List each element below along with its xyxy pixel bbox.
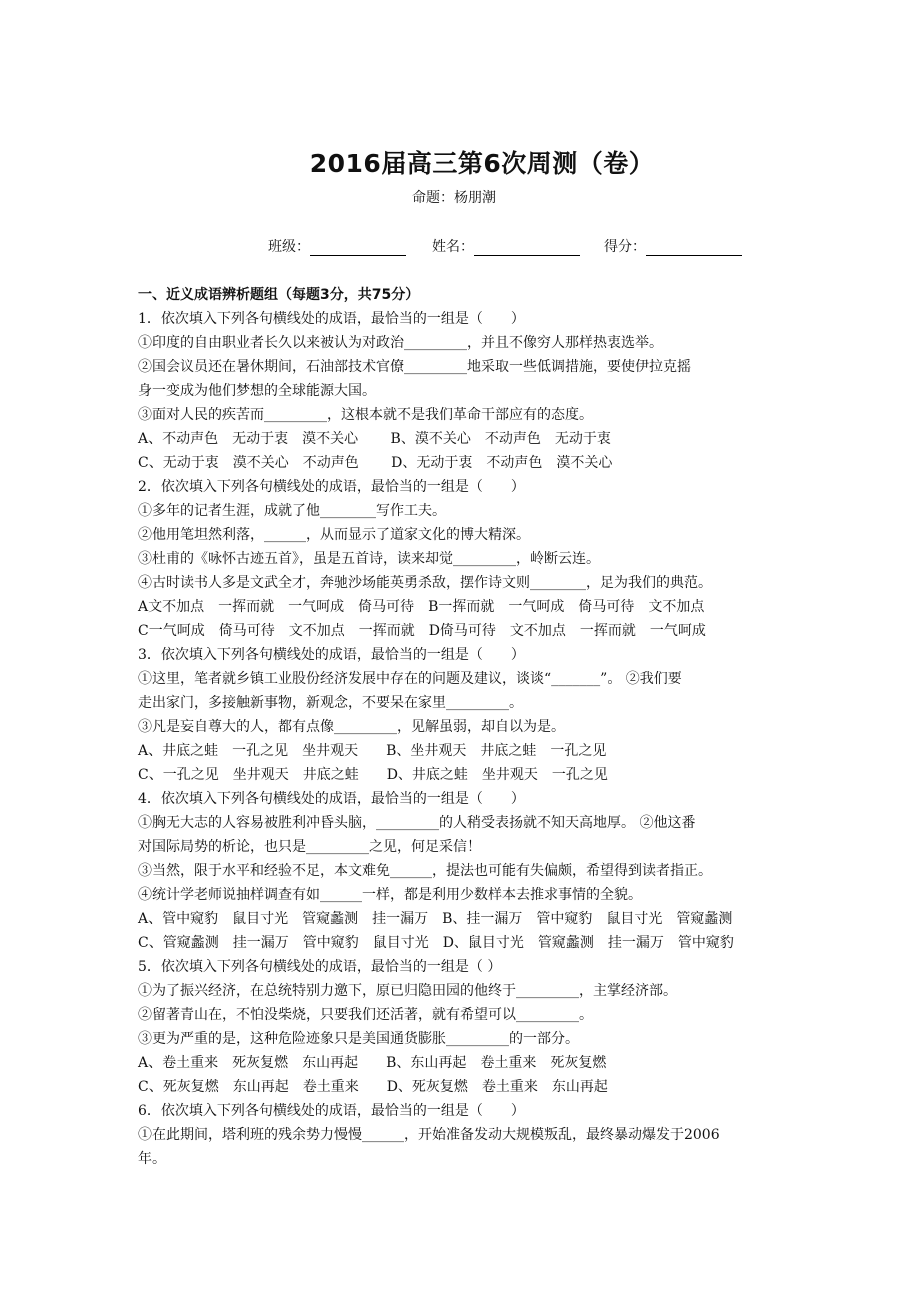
question-line: 年。 <box>138 1151 166 1167</box>
exam-title: 2016届高三第6次周测（卷） <box>309 149 655 178</box>
option-line: C一气呵成 倚马可待 文不加点 一挥而就 D倚马可待 文不加点 一挥而就 一气呵成 <box>138 623 706 639</box>
question-line: 走出家门，多接触新事物，新观念，不要呆在家里_________。 <box>138 695 523 711</box>
option-line: A、管中窥豹 鼠目寸光 管窥蠡测 挂一漏万 B、挂一漏万 管中窥豹 鼠目寸光 管窥蠡测 <box>138 911 733 927</box>
name-label: 姓名： <box>432 239 474 255</box>
question-line: ②他用笔坦然利落，______，从而显示了道家文化的博大精深。 <box>138 527 530 543</box>
class-label: 班级： <box>268 239 310 255</box>
question-line: 6．依次填入下列各句横线处的成语，最恰当的一组是（ ） <box>138 1103 525 1119</box>
question-line: ①为了振兴经济，在总统特别力邀下，原已归隐田园的他终于_________，主掌经济部。 <box>138 983 677 999</box>
score-field <box>604 236 742 256</box>
class-blank[interactable] <box>310 240 406 256</box>
question-line: ③杜甫的《咏怀古迹五首》，虽是五首诗，读来却觉_________，岭断云连。 <box>138 551 600 567</box>
question-line: ④统计学老师说抽样调查有如______一样，都是利用少数样本去推求事情的全貌。 <box>138 887 642 903</box>
question-line: 2．依次填入下列各句横线处的成语，最恰当的一组是（ ） <box>138 479 525 495</box>
question-line: ④古时读书人多是文武全才，奔驰沙场能英勇杀敌，摆作诗文则________，足为我们的典范。 <box>138 575 712 591</box>
name-blank[interactable] <box>474 240 580 256</box>
question-line: ③更为严重的是，这种危险迹象只是美国通货膨胀_________的一部分。 <box>138 1031 579 1047</box>
question-line: ③凡是妄自尊大的人，都有点像_________，见解虽弱，却自以为是。 <box>138 719 565 735</box>
section-title: 一、近义成语辨析题组（每题3分，共75分） <box>138 287 420 303</box>
question-line: ②留著青山在，不怕没柴烧，只要我们还活著，就有希望可以_________。 <box>138 1007 593 1023</box>
class-field <box>268 236 406 256</box>
question-line: ①多年的记者生涯，成就了他________写作工夫。 <box>138 503 446 519</box>
question-line: ①印度的自由职业者长久以来被认为对政治_________，并且不像穷人那样热衷选举。 <box>138 335 663 351</box>
question-line: 1．依次填入下列各句横线处的成语，最恰当的一组是（ ） <box>138 311 525 327</box>
option-line: A、卷土重来 死灰复燃 东山再起 B、东山再起 卷土重来 死灰复燃 <box>138 1055 607 1071</box>
question-line: ①这里，笔者就乡镇工业股份经济发展中存在的问题及建议，谈谈“_______”。 ②我们要 <box>138 671 682 687</box>
score-label: 得分： <box>604 239 646 255</box>
question-line: ②国会议员还在暑休期间，石油部技术官僚_________地采取一些低调措施，要使伊拉克摇 <box>138 359 691 375</box>
question-line: ③当然，限于水平和经验不足，本文难免______，提法也可能有失偏颇，希望得到读者指正。 <box>138 863 712 879</box>
option-line: C、管窥蠡测 挂一漏万 管中窥豹 鼠目寸光 D、鼠目寸光 管窥蠡测 挂一漏万 管中窥豹 <box>138 935 734 951</box>
question-line: 3．依次填入下列各句横线处的成语，最恰当的一组是（ ） <box>138 647 525 663</box>
question-line: 5．依次填入下列各句横线处的成语，最恰当的一组是（ ） <box>138 959 502 975</box>
option-line: C、一孔之见 坐井观天 井底之蛙 D、井底之蛙 坐井观天 一孔之见 <box>138 767 608 783</box>
option-line: A、不动声色 无动于衷 漠不关心 B、漠不关心 不动声色 无动于衷 <box>138 431 611 447</box>
score-blank[interactable] <box>646 240 742 256</box>
name-field <box>432 236 580 256</box>
question-line: 4．依次填入下列各句横线处的成语，最恰当的一组是（ ） <box>138 791 525 807</box>
question-line: 对国际局势的析论，也只是_________之见，何足采信！ <box>138 839 481 855</box>
question-line: 身一变成为他们梦想的全球能源大国。 <box>138 383 376 399</box>
author-line: 命题：杨朋潮 <box>412 190 496 206</box>
student-info-fields <box>268 236 768 258</box>
option-line: A、井底之蛙 一孔之见 坐井观天 B、坐井观天 井底之蛙 一孔之见 <box>138 743 607 759</box>
question-line: ①胸无大志的人容易被胜利冲昏头脑，_________的人稍受表扬就不知天高地厚。 ②他这番 <box>138 815 696 831</box>
option-line: C、无动于衷 漠不关心 不动声色 D、无动于衷 不动声色 漠不关心 <box>138 455 613 471</box>
exam-body <box>138 283 798 1171</box>
option-line: C、死灰复燃 东山再起 卷土重来 D、死灰复燃 卷土重来 东山再起 <box>138 1079 608 1095</box>
option-line: A文不加点 一挥而就 一气呵成 倚马可待 B一挥而就 一气呵成 倚马可待 文不加点 <box>138 599 705 615</box>
question-line: ①在此期间，塔利班的残余势力慢慢______，开始准备发动大规模叛乱，最终暴动爆发于2006 <box>138 1127 720 1143</box>
question-line: ③面对人民的疾苦而_________，这根本就不是我们革命干部应有的态度。 <box>138 407 593 423</box>
